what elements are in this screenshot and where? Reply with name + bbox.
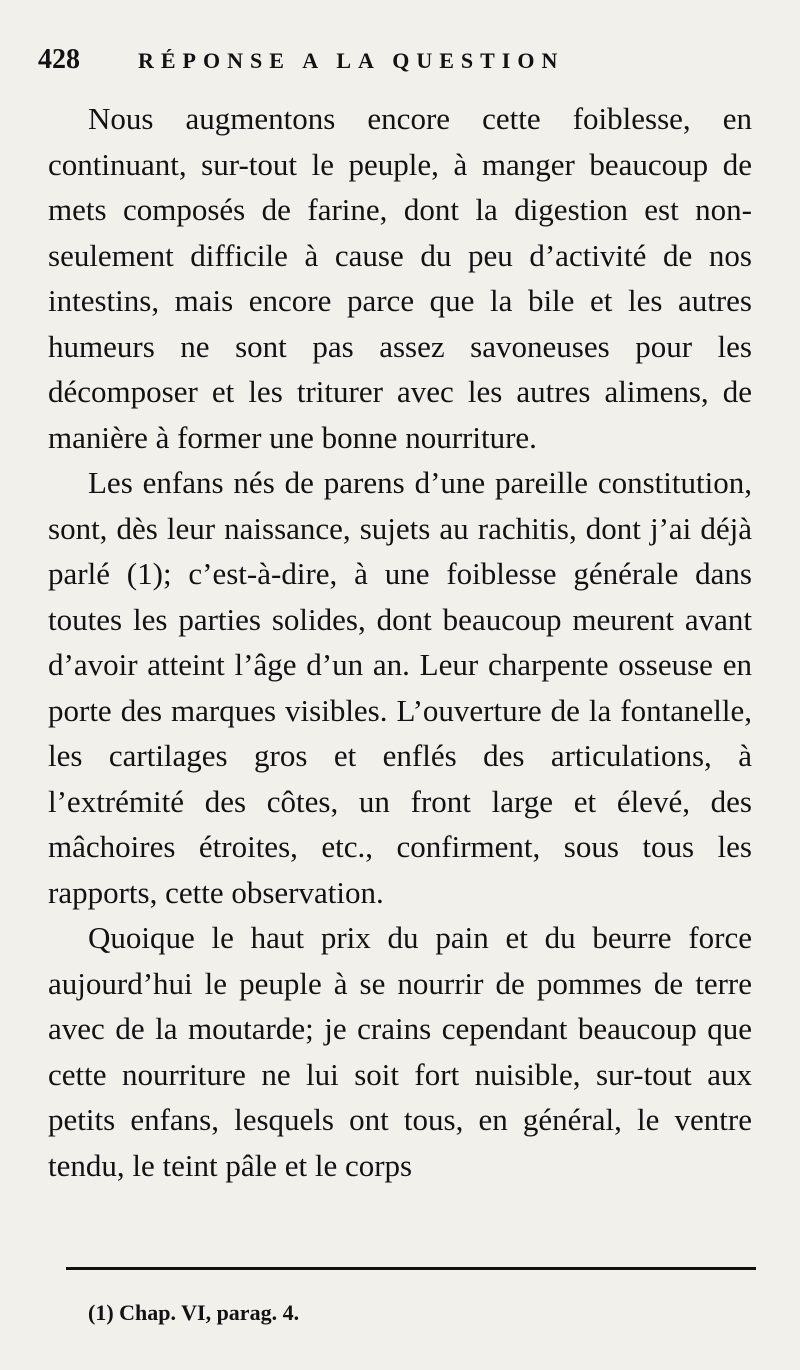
paragraph-2: Les enfans nés de parens d’une pareille constitution, sont, dès leur naissance, sujets au rachitis, dont j’ai déjà parlé (1); c’est-à-dire, à une foiblesse générale dans toutes les parties solides, dont beaucoup meurent avant d’avoir atteint l’âge d’un an. Leur charpente osseuse en porte des marques visibles. L’ouverture de la fontanelle, les cartilages gros et enflés des articulations, à l’extrémité des côtes, un front large et élevé, des mâchoires étroites, etc., confirment, sous tous les rapports, cette observation. [48, 465, 752, 910]
footnote-rule [66, 1267, 756, 1270]
paragraph-3: Quoique le haut prix du pain et du beurre force aujourd’hui le peuple à se nourrir de pommes de terre avec de la moutarde; je crains cependant beaucoup que cette nourriture ne lui soit fort nuisible, sur-tout aux petits enfans, lesquels ont tous, en général, le ventre tendu, le teint pâle et le corps [48, 920, 752, 1183]
body-text [48, 96, 752, 1188]
running-head: RÉPONSE A LA QUESTION [138, 48, 565, 73]
page-number: 428 [38, 44, 80, 75]
footnote: (1) Chap. VI, parag. 4. [88, 1300, 300, 1325]
page-header [38, 44, 760, 84]
paragraph-1: Nous augmentons encore cette foiblesse, en continuant, sur-tout le peuple, à manger beaucoup de mets composés de farine, dont la digestion est non-seulement difficile à cause du peu d’activité de nos intestins, mais encore parce que la bile et les autres humeurs ne sont pas assez savoneuses pour les décomposer et les triturer avec les autres alimens, de manière à former une bonne nourriture. [48, 101, 752, 455]
